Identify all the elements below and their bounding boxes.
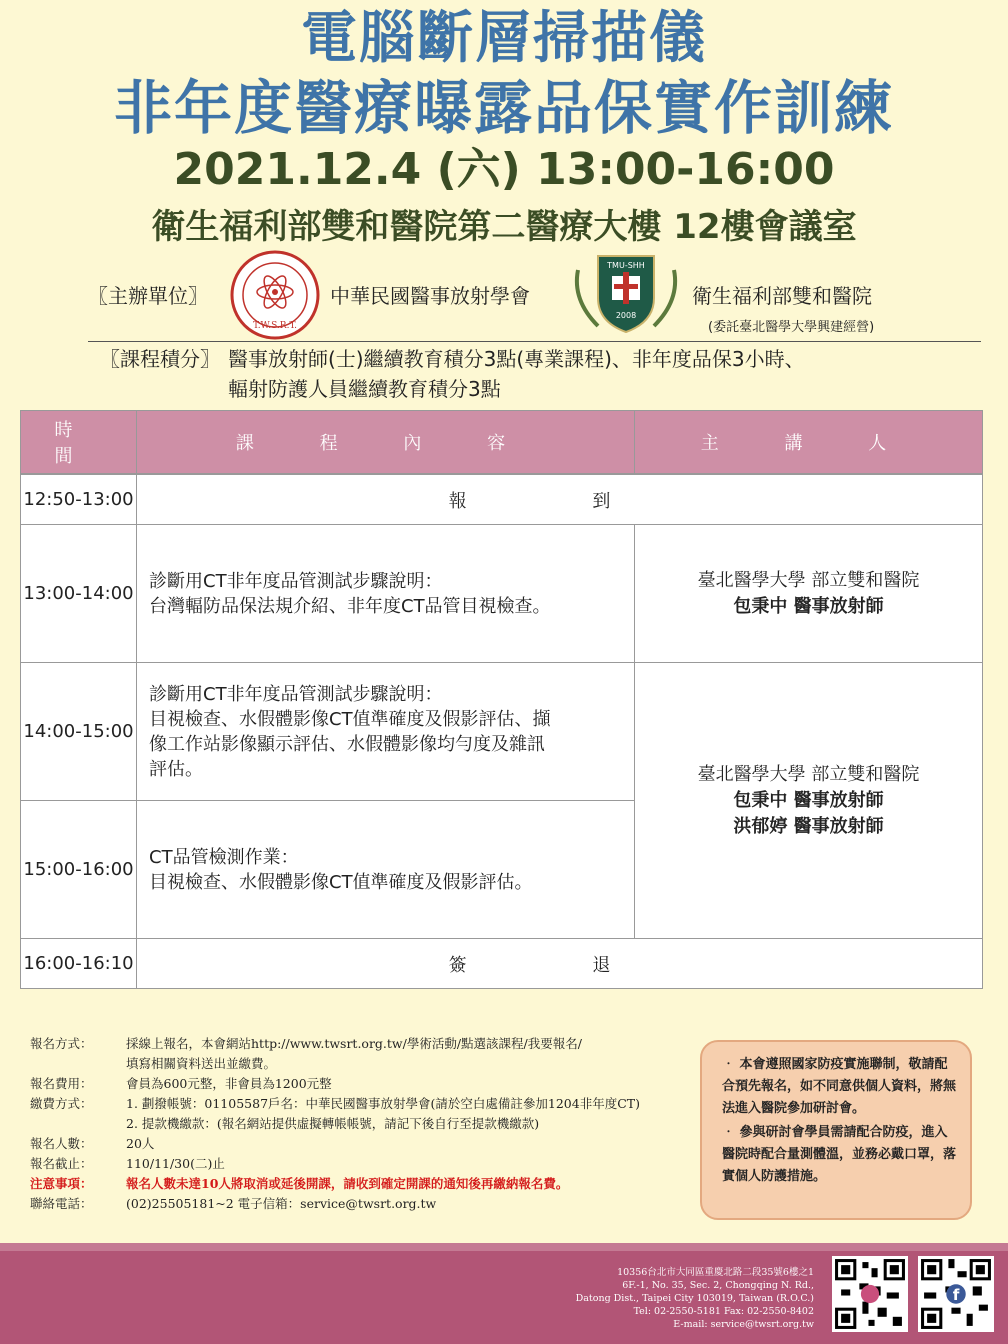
title-line1: 電腦斷層掃描儀	[301, 6, 707, 71]
warn-label: 注意事項：	[30, 1176, 93, 1191]
table-row	[21, 939, 983, 989]
pay-label: 繳費方式：	[30, 1096, 93, 1111]
registration-info	[30, 1034, 700, 1214]
event-venue: 衛生福利部雙和醫院第二醫療大樓 12樓會議室	[151, 207, 857, 247]
row-time: 12:50-13:00	[21, 475, 137, 525]
content-line: 診斷用CT非年度品管測試步驟說明：	[149, 683, 443, 705]
row-time: 16:00-16:10	[21, 939, 137, 989]
organizer-1: 中華民國醫事放射學會	[330, 284, 530, 308]
speaker-name: 包秉中 醫事放射師	[733, 789, 884, 811]
deadline-label: 報名截止：	[30, 1156, 93, 1171]
content-line: 診斷用CT非年度品管測試步驟說明：	[149, 570, 443, 592]
shh-logo-text-bottom: 2008	[615, 311, 637, 320]
address-line: E-mail: service@twsrt.org.tw	[673, 1319, 814, 1330]
address-line: 10356台北市大同區重慶北路二段35號6樓之1	[617, 1267, 814, 1278]
address-line: Datong Dist., Taipei City 103019, Taiwan (R.O.C.)	[575, 1293, 814, 1304]
row-time: 15:00-16:00	[21, 801, 137, 939]
address-line: 6F.-1, No. 35, Sec. 2, Chongqing N. Rd.,	[622, 1280, 814, 1291]
reg-method-line1: 採線上報名，本會網站http://www.twsrt.org.tw/學術活動/點選該課程/我要報名/	[126, 1036, 582, 1051]
organizer-2: 衛生福利部雙和醫院	[692, 284, 872, 308]
row-content: 簽 退	[137, 939, 983, 989]
schedule-table	[20, 410, 983, 989]
address-line: Tel: 02-2550-5181 Fax: 02-2550-8402	[633, 1306, 814, 1317]
warn-value: 報名人數未達10人將取消或延後開課，請收到確定開課的通知後再繳納報名費。	[126, 1176, 569, 1191]
pay-line1: 1. 劃撥帳號：01105587戶名：中華民國醫事放射學會(請於空白處備註參加1204非年度CT)	[126, 1096, 640, 1111]
row-content	[137, 801, 635, 939]
count-label: 報名人數：	[30, 1136, 93, 1151]
content-line: 像工作站影像顯示評估、水假體影像均勻度及雜訊	[149, 733, 545, 755]
row-speaker	[635, 663, 983, 939]
notice-item: ‧ 參與研討會學員需請配合防疫，進入醫院時配合量測體溫，並務必戴口罩，落實個人防護措施。	[722, 1125, 957, 1184]
notice-item: ‧ 本會遵照國家防疫實施聯制，敬請配合預先報名，如不同意供個人資料，將無法進入醫院參加研討會。	[722, 1057, 957, 1116]
facebook-qr-icon[interactable]	[918, 1256, 994, 1332]
content-line: CT品管檢測作業：	[149, 846, 299, 868]
row-time: 13:00-14:00	[21, 525, 137, 663]
organizer-2-note: (委託臺北醫學大學興建經營)	[708, 320, 875, 335]
organizers-row	[0, 250, 1008, 340]
speaker-affiliation: 臺北醫學大學 部立雙和醫院	[697, 569, 920, 591]
footer-address	[576, 1266, 814, 1331]
count-value: 20人	[126, 1136, 155, 1151]
fee-value: 會員為600元整，非會員為1200元整	[126, 1076, 332, 1091]
table-row	[21, 525, 983, 663]
reg-method-line2: 填寫相關資料送出並繳費。	[126, 1056, 277, 1071]
divider	[88, 341, 981, 342]
header-content: 課 程 內 容	[137, 411, 635, 474]
contact-value: (02)25505181~2 電子信箱：service@twsrt.org.tw	[126, 1196, 437, 1211]
speaker-name: 包秉中 醫事放射師	[733, 595, 884, 617]
table-row	[21, 475, 983, 525]
epidemic-notice	[700, 1040, 972, 1220]
credits-label: 〖課程積分〗	[100, 347, 220, 371]
credits-line2: 輻射防護人員繼續教育積分3點	[228, 377, 501, 401]
row-content	[137, 525, 635, 663]
shh-logo	[568, 250, 684, 334]
row-time: 14:00-15:00	[21, 663, 137, 801]
shh-logo-text-top: TMU-SHH	[607, 261, 645, 270]
table-row	[21, 663, 983, 801]
organizers-label: 〖主辦單位〗	[88, 284, 208, 308]
fee-label: 報名費用：	[30, 1076, 93, 1091]
content-line: 目視檢查、水假體影像CT值準確度及假影評估、擷	[149, 708, 551, 730]
svg-text:f: f	[952, 1286, 960, 1305]
row-content: 報 到	[137, 475, 983, 525]
header-time: 時 間	[21, 411, 137, 474]
event-datetime: 2021.12.4 (六) 13:00-16:00	[173, 144, 835, 195]
twsrt-logo	[230, 250, 320, 340]
row-content	[137, 663, 635, 801]
twsrt-logo-text: T.W.S.R.T.	[253, 321, 297, 331]
deadline-value: 110/11/30(二)止	[126, 1156, 225, 1171]
website-qr-icon[interactable]	[832, 1256, 908, 1332]
row-speaker	[635, 525, 983, 663]
title-line2: 非年度醫療曝露品保實作訓練	[113, 74, 894, 142]
reg-method-label: 報名方式：	[30, 1036, 93, 1051]
content-line: 評估。	[149, 758, 203, 780]
content-line: 台灣輻防品保法規介紹、非年度CT品管目視檢查。	[149, 595, 551, 617]
footer-band	[0, 1243, 1008, 1251]
header-speaker: 主 講 人	[635, 411, 983, 474]
contact-label: 聯絡電話：	[30, 1196, 93, 1211]
pay-line2: 2. 提款機繳款：(報名網站提供虛擬轉帳帳號，請記下後自行至提款機繳款)	[126, 1116, 540, 1131]
credits-line1: 醫事放射師(士)繼續教育積分3點(專業課程)、非年度品保3小時、	[228, 347, 805, 371]
schedule-header-row	[21, 411, 983, 474]
speaker-name: 洪郁婷 醫事放射師	[733, 815, 884, 837]
speaker-affiliation: 臺北醫學大學 部立雙和醫院	[697, 763, 920, 785]
content-line: 目視檢查、水假體影像CT值準確度及假影評估。	[149, 871, 533, 893]
